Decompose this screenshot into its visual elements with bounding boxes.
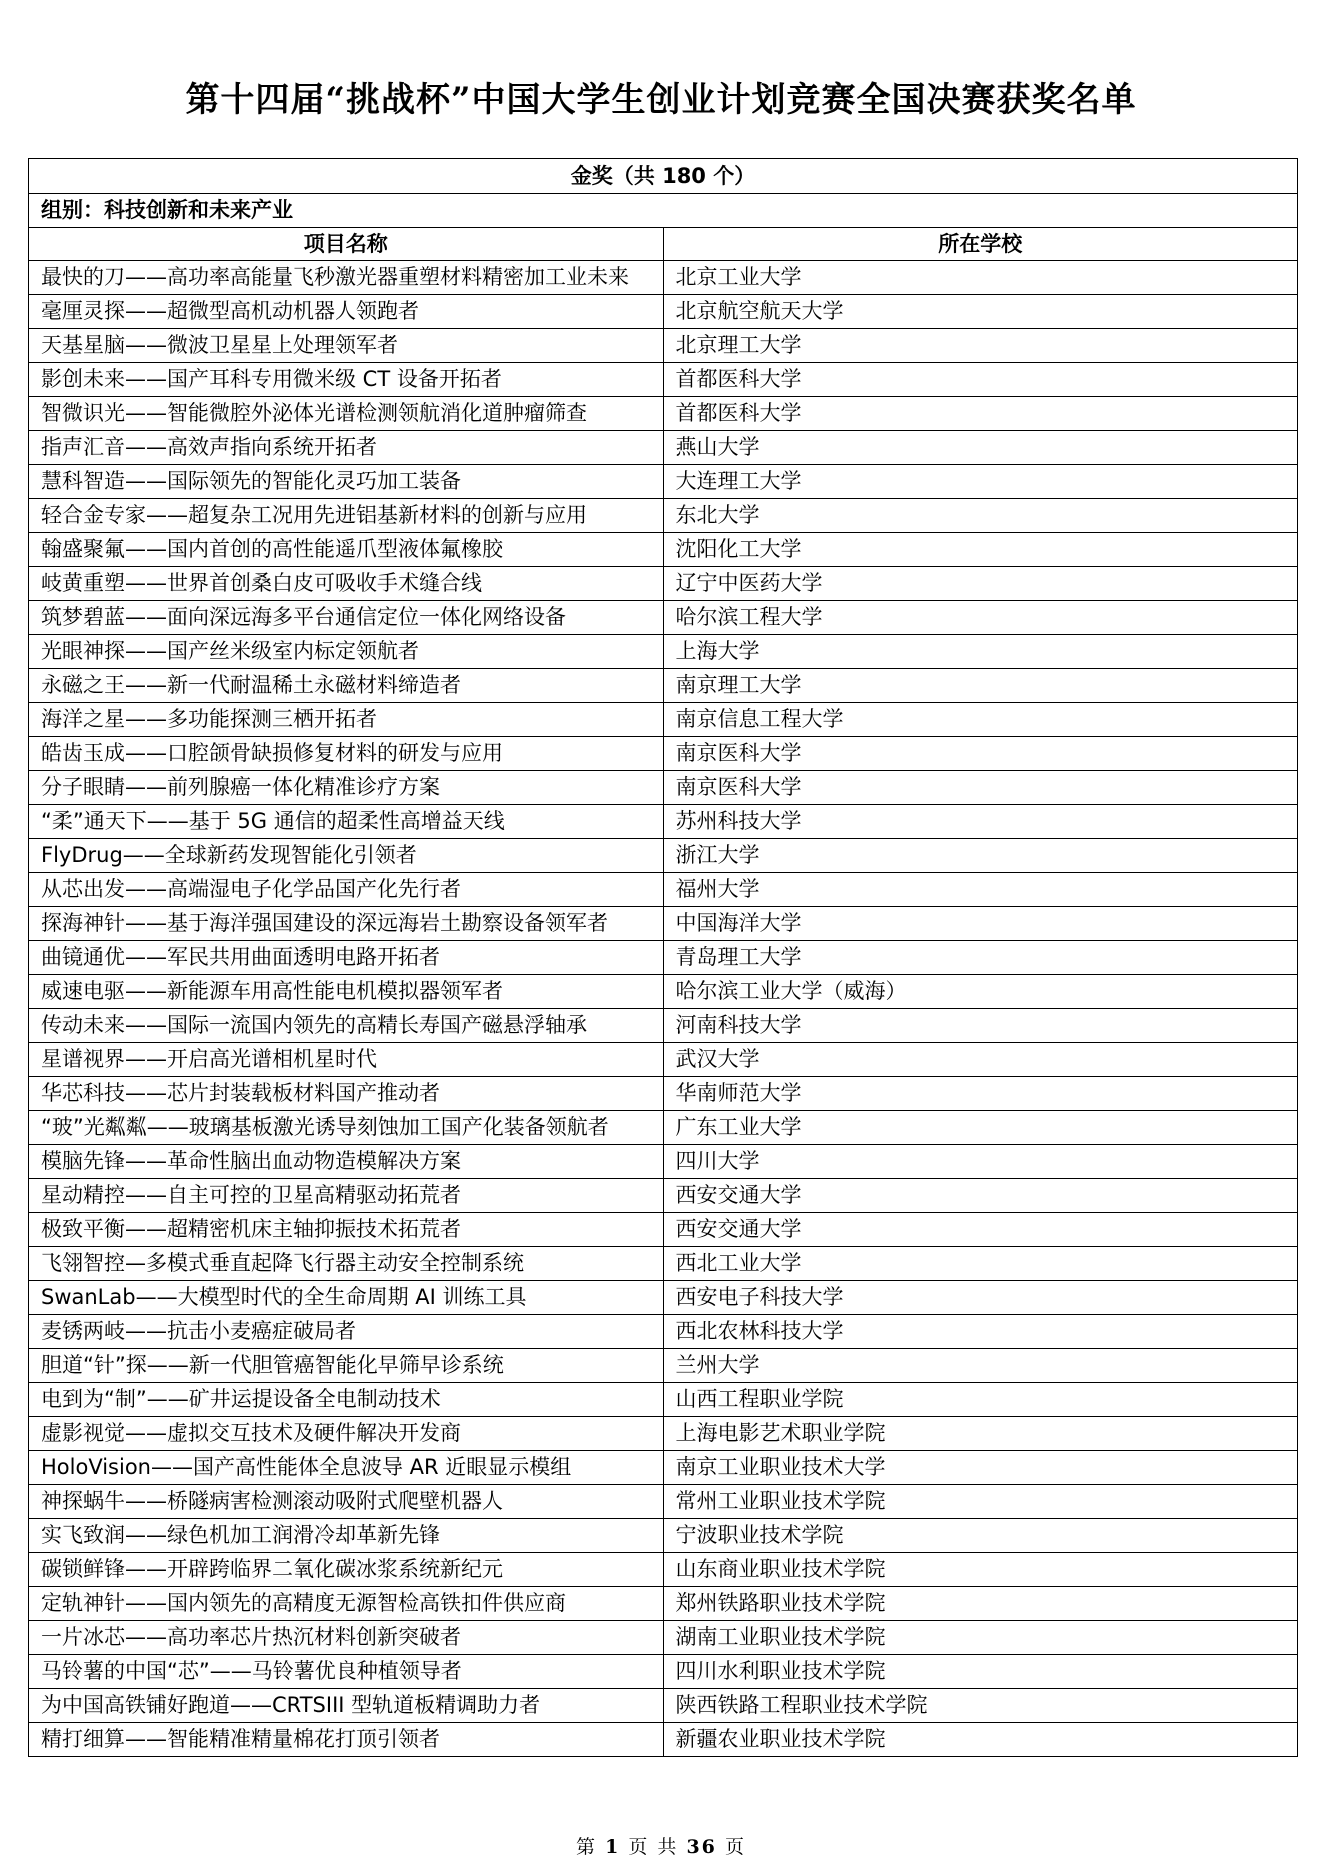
table-row xyxy=(29,771,1298,805)
table-row xyxy=(29,941,1298,975)
table-row xyxy=(29,1417,1298,1451)
table-row xyxy=(29,1553,1298,1587)
school-cell: 常州工业职业技术学院 xyxy=(663,1485,1298,1519)
project-name-cell: 指声汇音——高效声指向系统开拓者 xyxy=(29,431,664,465)
school-cell: 哈尔滨工程大学 xyxy=(663,601,1298,635)
footer-suffix: 页 xyxy=(724,1836,746,1858)
column-header-school: 所在学校 xyxy=(663,228,1298,261)
school-cell: 南京工业职业技术大学 xyxy=(663,1451,1298,1485)
school-cell: 福州大学 xyxy=(663,873,1298,907)
school-cell: 河南科技大学 xyxy=(663,1009,1298,1043)
project-name-cell: 模脑先锋——革命性脑出血动物造模解决方案 xyxy=(29,1145,664,1179)
table-row xyxy=(29,1621,1298,1655)
school-cell: 宁波职业技术学院 xyxy=(663,1519,1298,1553)
project-name-cell: 毫厘灵探——超微型高机动机器人领跑者 xyxy=(29,295,664,329)
group-label: 组别：科技创新和未来产业 xyxy=(29,194,1298,228)
project-name-cell: “柔”通天下——基于 5G 通信的超柔性高增益天线 xyxy=(29,805,664,839)
school-cell: 燕山大学 xyxy=(663,431,1298,465)
school-cell: 南京信息工程大学 xyxy=(663,703,1298,737)
project-name-cell: 轻合金专家——超复杂工况用先进铝基新材料的创新与应用 xyxy=(29,499,664,533)
school-cell: 湖南工业职业技术学院 xyxy=(663,1621,1298,1655)
footer-page-number: 1 xyxy=(605,1836,621,1858)
school-cell: 苏州科技大学 xyxy=(663,805,1298,839)
project-name-cell: 翰盛聚氟——国内首创的高性能遥爪型液体氟橡胶 xyxy=(29,533,664,567)
award-table-body xyxy=(29,159,1298,1757)
school-cell: 西北工业大学 xyxy=(663,1247,1298,1281)
table-row xyxy=(29,363,1298,397)
table-row xyxy=(29,737,1298,771)
project-name-cell: 岐黄重塑——世界首创桑白皮可吸收手术缝合线 xyxy=(29,567,664,601)
table-row xyxy=(29,397,1298,431)
project-name-cell: 虚影视觉——虚拟交互技术及硬件解决开发商 xyxy=(29,1417,664,1451)
project-name-cell: 永磁之王——新一代耐温稀土永磁材料缔造者 xyxy=(29,669,664,703)
project-name-cell: 筑梦碧蓝——面向深远海多平台通信定位一体化网络设备 xyxy=(29,601,664,635)
project-name-cell: 曲镜通优——军民共用曲面透明电路开拓者 xyxy=(29,941,664,975)
table-row xyxy=(29,1451,1298,1485)
project-name-cell: 碳锁鲜锋——开辟跨临界二氧化碳冰浆系统新纪元 xyxy=(29,1553,664,1587)
school-cell: 东北大学 xyxy=(663,499,1298,533)
project-name-cell: HoloVision——国产高性能体全息波导 AR 近眼显示模组 xyxy=(29,1451,664,1485)
project-name-cell: 传动未来——国际一流国内领先的高精长寿国产磁悬浮轴承 xyxy=(29,1009,664,1043)
project-name-cell: FlyDrug——全球新药发现智能化引领者 xyxy=(29,839,664,873)
school-cell: 中国海洋大学 xyxy=(663,907,1298,941)
table-row xyxy=(29,533,1298,567)
table-row xyxy=(29,1655,1298,1689)
school-cell: 郑州铁路职业技术学院 xyxy=(663,1587,1298,1621)
project-name-cell: 马铃薯的中国“芯”——马铃薯优良种植领导者 xyxy=(29,1655,664,1689)
table-row xyxy=(29,465,1298,499)
project-name-cell: 星动精控——自主可控的卫星高精驱动拓荒者 xyxy=(29,1179,664,1213)
school-cell: 辽宁中医药大学 xyxy=(663,567,1298,601)
award-table xyxy=(28,158,1298,1757)
school-cell: 南京医科大学 xyxy=(663,737,1298,771)
table-row xyxy=(29,805,1298,839)
project-name-cell: “玻”光粼粼——玻璃基板激光诱导刻蚀加工国产化装备领航者 xyxy=(29,1111,664,1145)
table-row xyxy=(29,839,1298,873)
table-row xyxy=(29,907,1298,941)
project-name-cell: 实飞致润——绿色机加工润滑冷却革新先锋 xyxy=(29,1519,664,1553)
project-name-cell: 电到为“制”——矿井运提设备全电制动技术 xyxy=(29,1383,664,1417)
award-band-label: 金奖（共 180 个） xyxy=(29,159,1298,194)
table-row xyxy=(29,1043,1298,1077)
school-cell: 华南师范大学 xyxy=(663,1077,1298,1111)
project-name-cell: 分子眼睛——前列腺癌一体化精准诊疗方案 xyxy=(29,771,664,805)
award-band-row xyxy=(29,159,1298,194)
school-cell: 南京理工大学 xyxy=(663,669,1298,703)
project-name-cell: 神探蜗牛——桥隧病害检测滚动吸附式爬壁机器人 xyxy=(29,1485,664,1519)
project-name-cell: 慧科智造——国际领先的智能化灵巧加工装备 xyxy=(29,465,664,499)
table-row xyxy=(29,1179,1298,1213)
school-cell: 上海大学 xyxy=(663,635,1298,669)
page-footer xyxy=(0,1832,1322,1859)
project-name-cell: 定轨神针——国内领先的高精度无源智检高铁扣件供应商 xyxy=(29,1587,664,1621)
footer-prefix: 第 xyxy=(576,1836,598,1858)
project-name-cell: 极致平衡——超精密机床主轴抑振技术拓荒者 xyxy=(29,1213,664,1247)
project-name-cell: 星谱视界——开启高光谱相机星时代 xyxy=(29,1043,664,1077)
project-name-cell: 智微识光——智能微腔外泌体光谱检测领航消化道肿瘤筛查 xyxy=(29,397,664,431)
project-name-cell: 最快的刀——高功率高能量飞秒激光器重塑材料精密加工业未来 xyxy=(29,261,664,295)
group-row xyxy=(29,194,1298,228)
table-row xyxy=(29,329,1298,363)
footer-middle: 页 共 xyxy=(628,1836,679,1858)
school-cell: 青岛理工大学 xyxy=(663,941,1298,975)
school-cell: 广东工业大学 xyxy=(663,1111,1298,1145)
project-name-cell: 为中国高铁铺好跑道——CRTSIII 型轨道板精调助力者 xyxy=(29,1689,664,1723)
table-row xyxy=(29,1077,1298,1111)
school-cell: 首都医科大学 xyxy=(663,363,1298,397)
school-cell: 西北农林科技大学 xyxy=(663,1315,1298,1349)
school-cell: 陕西铁路工程职业技术学院 xyxy=(663,1689,1298,1723)
project-name-cell: 胆道“针”探——新一代胆管癌智能化早筛早诊系统 xyxy=(29,1349,664,1383)
table-row xyxy=(29,1213,1298,1247)
school-cell: 武汉大学 xyxy=(663,1043,1298,1077)
table-row xyxy=(29,635,1298,669)
project-name-cell: SwanLab——大模型时代的全生命周期 AI 训练工具 xyxy=(29,1281,664,1315)
school-cell: 四川大学 xyxy=(663,1145,1298,1179)
school-cell: 山东商业职业技术学院 xyxy=(663,1553,1298,1587)
project-name-cell: 探海神针——基于海洋强国建设的深远海岩土勘察设备领军者 xyxy=(29,907,664,941)
school-cell: 浙江大学 xyxy=(663,839,1298,873)
table-row xyxy=(29,431,1298,465)
table-row xyxy=(29,261,1298,295)
project-name-cell: 飞翎智控—多模式垂直起降飞行器主动安全控制系统 xyxy=(29,1247,664,1281)
school-cell: 北京工业大学 xyxy=(663,261,1298,295)
table-row xyxy=(29,1247,1298,1281)
project-name-cell: 从芯出发——高端湿电子化学品国产化先行者 xyxy=(29,873,664,907)
project-name-cell: 光眼神探——国产丝米级室内标定领航者 xyxy=(29,635,664,669)
project-name-cell: 威速电驱——新能源车用高性能电机模拟器领军者 xyxy=(29,975,664,1009)
table-row xyxy=(29,499,1298,533)
school-cell: 北京理工大学 xyxy=(663,329,1298,363)
table-row xyxy=(29,1689,1298,1723)
table-row xyxy=(29,1145,1298,1179)
table-row xyxy=(29,1281,1298,1315)
table-row xyxy=(29,703,1298,737)
table-row xyxy=(29,1587,1298,1621)
project-name-cell: 皓齿玉成——口腔颌骨缺损修复材料的研发与应用 xyxy=(29,737,664,771)
school-cell: 西安电子科技大学 xyxy=(663,1281,1298,1315)
school-cell: 北京航空航天大学 xyxy=(663,295,1298,329)
table-row xyxy=(29,295,1298,329)
project-name-cell: 华芯科技——芯片封装载板材料国产推动者 xyxy=(29,1077,664,1111)
school-cell: 上海电影艺术职业学院 xyxy=(663,1417,1298,1451)
table-row xyxy=(29,567,1298,601)
column-header-project: 项目名称 xyxy=(29,228,664,261)
table-row xyxy=(29,1349,1298,1383)
table-row xyxy=(29,1723,1298,1757)
page-title: 第十四届“挑战杯”中国大学生创业计划竞赛全国决赛获奖名单 xyxy=(185,80,1137,120)
table-row xyxy=(29,1009,1298,1043)
table-row xyxy=(29,1315,1298,1349)
school-cell: 四川水利职业技术学院 xyxy=(663,1655,1298,1689)
school-cell: 首都医科大学 xyxy=(663,397,1298,431)
school-cell: 南京医科大学 xyxy=(663,771,1298,805)
table-row xyxy=(29,669,1298,703)
footer-total-pages: 36 xyxy=(686,1836,717,1858)
school-cell: 新疆农业职业技术学院 xyxy=(663,1723,1298,1757)
table-row xyxy=(29,975,1298,1009)
school-cell: 大连理工大学 xyxy=(663,465,1298,499)
project-name-cell: 影创未来——国产耳科专用微米级 CT 设备开拓者 xyxy=(29,363,664,397)
project-name-cell: 天基星脑——微波卫星星上处理领军者 xyxy=(29,329,664,363)
table-row xyxy=(29,1519,1298,1553)
project-name-cell: 精打细算——智能精准精量棉花打顶引领者 xyxy=(29,1723,664,1757)
project-name-cell: 海洋之星——多功能探测三栖开拓者 xyxy=(29,703,664,737)
school-cell: 兰州大学 xyxy=(663,1349,1298,1383)
school-cell: 沈阳化工大学 xyxy=(663,533,1298,567)
school-cell: 西安交通大学 xyxy=(663,1179,1298,1213)
project-name-cell: 麦锈两岐——抗击小麦癌症破局者 xyxy=(29,1315,664,1349)
table-row xyxy=(29,1383,1298,1417)
school-cell: 西安交通大学 xyxy=(663,1213,1298,1247)
table-row xyxy=(29,601,1298,635)
table-header-row xyxy=(29,228,1298,261)
table-row xyxy=(29,873,1298,907)
school-cell: 哈尔滨工业大学（威海） xyxy=(663,975,1298,1009)
table-row xyxy=(29,1485,1298,1519)
school-cell: 山西工程职业学院 xyxy=(663,1383,1298,1417)
table-row xyxy=(29,1111,1298,1145)
project-name-cell: 一片冰芯——高功率芯片热沉材料创新突破者 xyxy=(29,1621,664,1655)
